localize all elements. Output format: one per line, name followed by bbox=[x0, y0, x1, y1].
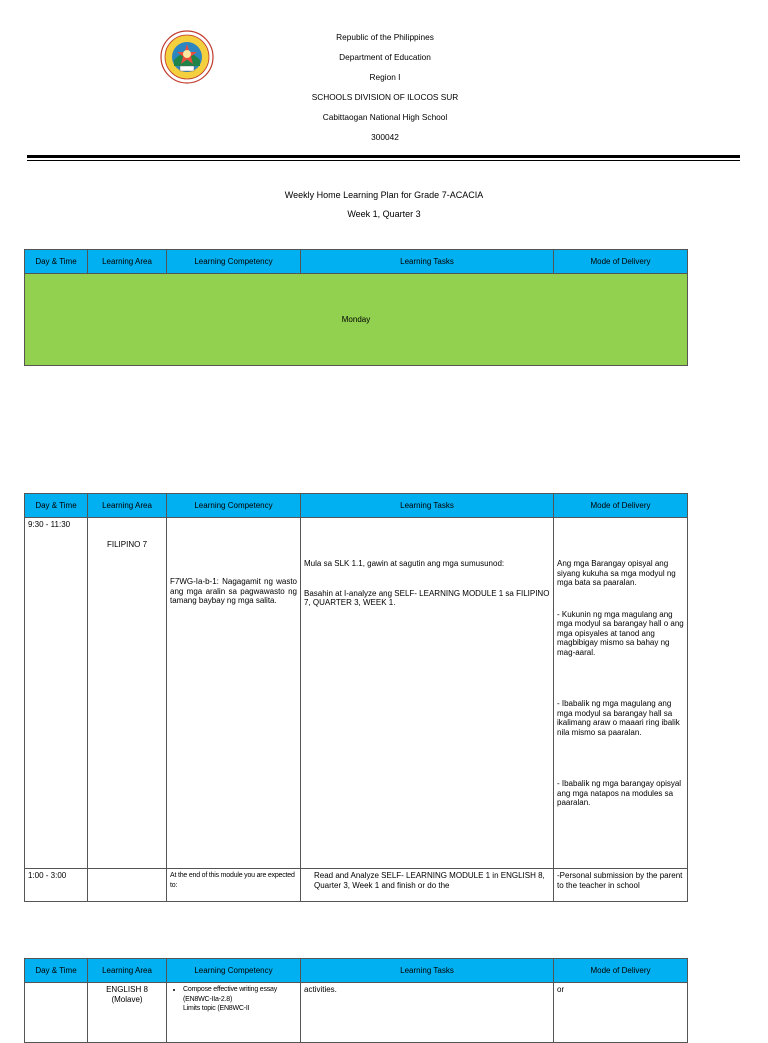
letterhead-school: Cabittaogan National High School bbox=[322, 112, 448, 122]
day-row bbox=[25, 274, 688, 366]
plan-subtitle: Week 1, Quarter 3 bbox=[347, 209, 421, 219]
header-learning-competency: Learning Competency bbox=[167, 959, 301, 983]
task-text: activities. bbox=[304, 985, 337, 994]
cell-tasks bbox=[301, 869, 554, 902]
competency-item: Limits topic (EN8WC-II bbox=[183, 1005, 250, 1012]
delivery-text: or bbox=[557, 985, 565, 994]
delivery-text-3: - Ibabalik ng mga magulang ang mga modyul sa barangay hall sa ikalimang araw o maaari ring ibalik nila mismo sa paaralan. bbox=[557, 699, 680, 737]
day-label: Monday bbox=[25, 274, 688, 366]
header-day-time: Day & Time bbox=[25, 494, 88, 518]
task-text-2: Basahin at I-analyze ang SELF- LEARNING MODULE 1 sa FILIPINO 7, QUARTER 3, WEEK 1. bbox=[304, 588, 550, 607]
competency-item: • Compose effective writing essay (EN8WC-IIa-2.8) bbox=[183, 985, 297, 1004]
cell-tasks bbox=[301, 983, 554, 1043]
header-day-time: Day & Time bbox=[25, 250, 88, 274]
competency-text: F7WG-Ia-b-1: Nagagamit ng wasto ang mga aralin sa pagwawasto ng tamang baybay ng mga salita. bbox=[170, 577, 297, 605]
delivery-text: -Personal submission by the parent to the teacher in school bbox=[557, 871, 683, 890]
cell-competency bbox=[167, 983, 301, 1043]
task-text: Read and Analyze SELF- LEARNING MODULE 1 in ENGLISH 8, Quarter 3, Week 1 and finish or do the bbox=[314, 871, 545, 890]
table-header-row bbox=[25, 250, 688, 274]
cell-competency bbox=[167, 518, 301, 869]
header-learning-area: Learning Area bbox=[88, 494, 167, 518]
cell-delivery bbox=[554, 983, 688, 1043]
area-section-text: (Molave) bbox=[111, 994, 143, 1004]
table-row bbox=[25, 518, 688, 869]
letterhead-region: Region I bbox=[369, 72, 401, 82]
header-mode-of-delivery: Mode of Delivery bbox=[554, 250, 688, 274]
header-divider-thick bbox=[27, 155, 740, 158]
cell-time bbox=[25, 869, 88, 902]
header-learning-competency: Learning Competency bbox=[167, 250, 301, 274]
letterhead bbox=[230, 27, 540, 147]
delivery-text-1: Ang mga Barangay opisyal ang siyang kukuha sa mga modyul ng mga bata sa paaralan. bbox=[557, 559, 676, 587]
header-learning-tasks: Learning Tasks bbox=[301, 494, 554, 518]
schedule-table bbox=[24, 493, 688, 902]
delivery-text-4: - Ibabalik ng mga barangay opisyal ang mga natapos na modules sa paaralan. bbox=[557, 779, 682, 807]
table-row bbox=[25, 983, 688, 1043]
cell-area bbox=[88, 983, 167, 1043]
cell-area bbox=[88, 518, 167, 869]
task-text-1: Mula sa SLK 1.1, gawin at sagutin ang mga sumusunod: bbox=[304, 559, 505, 568]
time-text: 9:30 - 11:30 bbox=[28, 520, 71, 529]
letterhead-school-id: 300042 bbox=[371, 132, 399, 142]
cell-time bbox=[25, 518, 88, 869]
letterhead-division: SCHOOLS DIVISION OF ILOCOS SUR bbox=[311, 92, 459, 102]
cell-time bbox=[25, 983, 88, 1043]
header-learning-tasks: Learning Tasks bbox=[301, 250, 554, 274]
cell-competency bbox=[167, 869, 301, 902]
header-day-time: Day & Time bbox=[25, 959, 88, 983]
header-learning-area: Learning Area bbox=[88, 250, 167, 274]
header-mode-of-delivery: Mode of Delivery bbox=[554, 959, 688, 983]
english-table bbox=[24, 958, 688, 1043]
competency-list bbox=[170, 985, 297, 1014]
table-row bbox=[25, 869, 688, 902]
header-learning-competency: Learning Competency bbox=[167, 494, 301, 518]
header-learning-tasks: Learning Tasks bbox=[301, 959, 554, 983]
monday-table bbox=[24, 249, 688, 366]
plan-heading bbox=[0, 186, 768, 224]
table-header-row bbox=[25, 494, 688, 518]
cell-delivery bbox=[554, 518, 688, 869]
area-text: FILIPINO 7 bbox=[107, 540, 148, 549]
cell-area bbox=[88, 869, 167, 902]
area-text: ENGLISH 8 bbox=[106, 985, 148, 994]
delivery-text-2: - Kukunin ng mga magulang ang mga modyul sa barangay hall o ang mga opisyales at tanod ang magbibigay mismo sa bahay ng mag-aaral. bbox=[557, 609, 684, 657]
letterhead-department: Department of Education bbox=[339, 52, 431, 62]
cell-tasks bbox=[301, 518, 554, 869]
header-learning-area: Learning Area bbox=[88, 959, 167, 983]
plan-title: Weekly Home Learning Plan for Grade 7-ACACIA bbox=[284, 190, 484, 200]
competency-text: At the end of this module you are expected to: bbox=[170, 872, 295, 889]
header-mode-of-delivery: Mode of Delivery bbox=[554, 494, 688, 518]
time-text: 1:00 - 3:00 bbox=[28, 871, 67, 880]
cell-delivery bbox=[554, 869, 688, 902]
table-header-row bbox=[25, 959, 688, 983]
header-divider-thin bbox=[27, 160, 740, 161]
letterhead-country: Republic of the Philippines bbox=[336, 32, 434, 42]
deped-seal-logo bbox=[160, 30, 214, 84]
